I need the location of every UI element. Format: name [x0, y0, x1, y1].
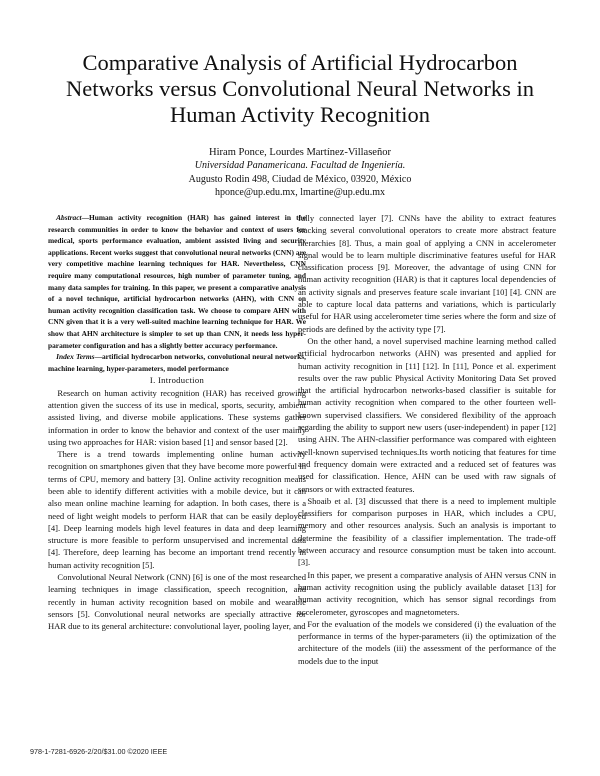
body-paragraph: In this paper, we present a comparative analysis of AHN versus CNN in human activity recognition using the publicly available dataset [13] for human activity recognition, which has sensor signal recordings from accelerometer, gyroscopes and magnetometers.	[298, 569, 556, 617]
author-block	[100, 146, 500, 199]
author-address: Augusto Rodin 498, Ciudad de México, 03920, México	[188, 173, 412, 185]
body-paragraph: Research on human activity recognition (HAR) has received growing attention given the success of its use in medical, sports, security, ambient assisted living, and diverse mobile applications. These systems gather information in order to know the behavior and context of the user mainly using two approaches for HAR: vision based [1] and sensor based [2].	[48, 387, 306, 447]
body-paragraph: There is a trend towards implementing online human activity recognition on smartphones given that they have become more powerful in terms of CPU, memory and battery [3]. Online activity recognition means been able to identify different activities with a mobile device, but it can also mean online machine learning for adaption. In both cases, there is a need of light weight models to perform HAR that can be easily deployed [4]. Deep learning models high level features in data and deep learning structure is more feasible to perform unsupervised and incremental data [4]. Therefore, deep learning has become an important trend recently in human activity recognition [5].	[48, 449, 306, 570]
body-paragraph: Shoaib et al. [3] discussed that there is a need to implement multiple classifiers for comparison purposes in HAR, which includes a CPU, memory and other resources analysis. Such an analysis is important to determine the feasibility of a classifier implementation. The trade-off between accuracy and resource consumption must be taken into account. [3].	[298, 495, 556, 568]
abstract-label: Abstract	[56, 213, 82, 222]
copyright-footer: 978-1-7281-6926-2/20/$31.00 ©2020 IEEE	[30, 747, 168, 756]
abstract-text: —Human activity recognition (HAR) has gained interest in the research communities in order to know the behavior and context of users for medical, sports performance evaluation, ambient assisted living and security applications. Recent works suggest that convolutional neural networks (CNN) are very competitive machine learning techniques for HAR. Nevertheless, CNN require many computational resources, high number of parameter tuning, and many data samples for training. In this paper, we present a comparative analysis of a novel technique, artificial hydrocarbon networks (AHN), with CNN on human activity recognition classification task. We choose to compare AHN with CNN given that it is a very well-suited machine learning technique for HAR. We show that AHN architecture is simpler to set up than CNN, it needs less hyper-parameter configuration and has a slightly better accuracy performance.	[48, 213, 306, 350]
body-paragraph: For the evaluation of the models we considered (i) the evaluation of the performance in terms of the hyper-parameters (ii) the optimization of the architecture of the models (iii) the assessment of the performance of the models due to the input	[298, 618, 556, 666]
body-paragraph: fully connected layer [7]. CNNs have the ability to extract features stacking several convolutional operators to create more abstract feature hierarchies [8]. Thus, a main goal of applying a CNN in accelerometer signal would be to learn multiple discriminative features useful for HAR classification process [9]. Moreover, the advantage of using CNN for human activity recognition (HAR) is that it captures local dependencies of an activity signals and preserves feature scale invariant [10] [4]. CNN are able to capture local data patterns and variations, which is particularly useful for HAR using accelerometer time series where the form and size of periods are defined by the activity type [7].	[298, 213, 556, 334]
author-emails: hponce@up.edu.mx, lmartine@up.edu.mx	[214, 186, 386, 198]
left-column	[48, 212, 306, 633]
body-paragraph: On the other hand, a novel supervised machine learning method called artificial hydrocarbon networks (AHN) was presented and applied for human activity recognition in [11] [12]. In [11], Ponce et al. experiment results over the raw public Physical Activity Monitoring Data Set proved that the artificial hydrocarbon networks-based classifier is suitable for human activity recognition when compared to the other fourteen well-known supervised classifiers. We considered flexibility of the approach regarding the ability to support new users (user-independent) in paper [12] using AHN. The AHN-classifier performance was compared with eighteen well-known supervised techniques.Its worth noticing that features for time and frequency domain were extracted and a reduced set of features was used for classification. Hence, AHN can be used with raw signals of sensors or with extracted features.	[298, 335, 556, 494]
section-heading: I. Introduction	[149, 375, 205, 386]
paper-title: Comparative Analysis of Artificial Hydrocarbon Networks versus Convolutional Neural Networks in Human Activity Recognition	[65, 50, 535, 127]
author-names: Hiram Ponce, Lourdes Martínez-Villaseñor	[209, 147, 391, 158]
index-terms	[48, 351, 306, 374]
abstract	[48, 212, 306, 351]
index-terms-text: —artificial hydrocarbon networks, convolutional neural networks, machine learning, hyper-parameters, model performance	[48, 352, 306, 373]
right-column	[298, 212, 556, 667]
body-paragraph: Convolutional Neural Network (CNN) [6] is one of the most researched learning techniques in image classification, speech recognition, and recently in human activity recognition based on mobile and wearable sensors [5]. Convolutional neural networks are specially attractive for HAR due to its general architecture: convolutional layer, pooling layer, and	[48, 572, 306, 632]
author-affiliation: Universidad Panamericana. Facultad de Ingeniería.	[194, 160, 406, 172]
index-terms-label: Index Terms	[56, 352, 95, 362]
